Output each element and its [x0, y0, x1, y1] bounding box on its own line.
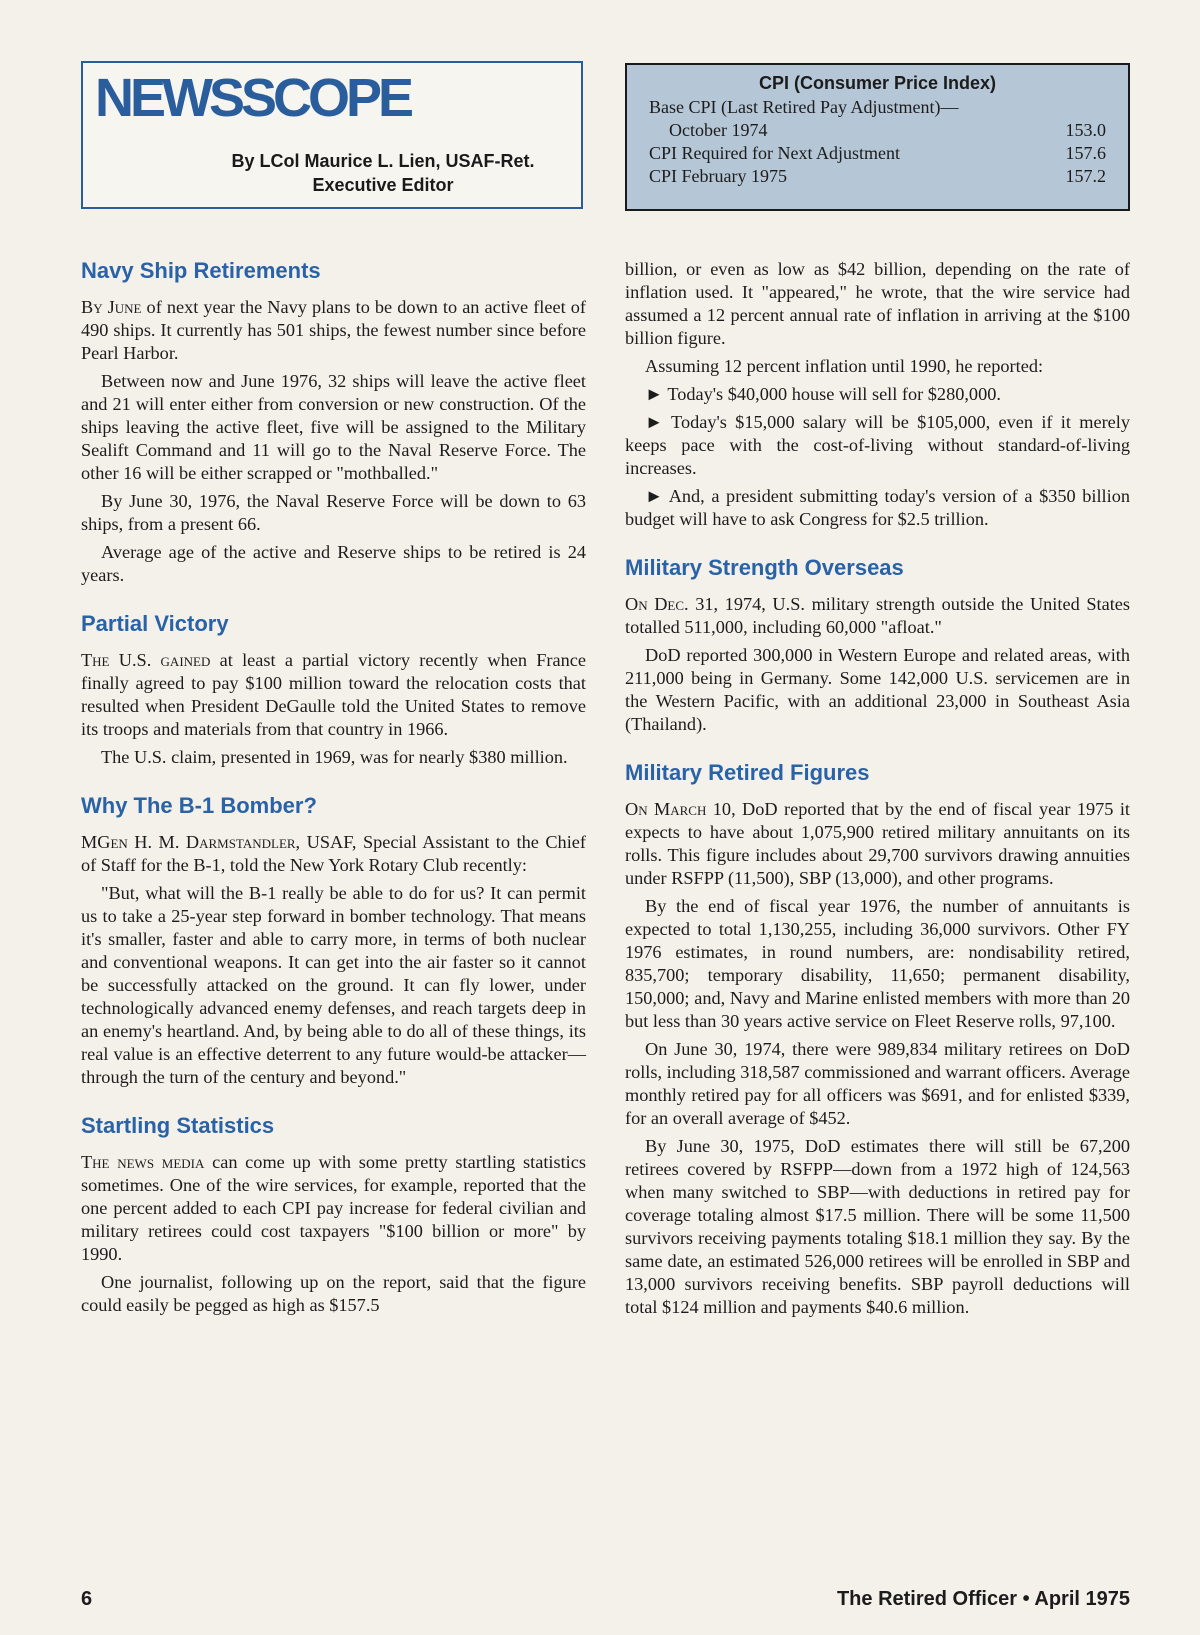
navy-p4: Average age of the active and Reserve ships to be retired is 24 years.: [81, 542, 586, 585]
cpi-required-value: 157.6: [1065, 143, 1106, 163]
navy-p2: Between now and June 1976, 32 ships will leave the active fleet and 21 will enter either from conversion or new construction. Of the ships leaving the active fleet, five will be assigned to the Military Sealift Command and 11 will go to the Naval Reserve Force. The other 16 will be either scrapped or "mothballed.": [81, 371, 586, 483]
left-column: [81, 258, 586, 1341]
cpi-base-label: Base CPI (Last Retired Pay Adjustment)—: [649, 97, 959, 117]
partial-p2: The U.S. claim, presented in 1969, was for nearly $380 million.: [101, 747, 568, 767]
startling-p3: billion, or even as low as $42 billion, depending on the rate of inflation used. It "appeared," he wrote, that the wire service had assumed a 12 percent annual rate of inflation in arriving at the $100 billion figure.: [625, 259, 1130, 348]
section-navy: [81, 258, 586, 587]
cpi-title: CPI (Consumer Price Index): [758, 73, 997, 93]
right-column: [625, 258, 1130, 1343]
heading-b1: Why The B-1 Bomber?: [81, 793, 317, 818]
cpi-base-label-row: [649, 96, 1106, 119]
section-startling: [81, 1113, 586, 1317]
overseas-p2: DoD reported 300,000 in Western Europe and related areas, with 211,000 being in Germany. Some 142,000 U.S. servicemen are in the Western Pacific, with an additional 23,000 in Southeast Asia (Thailand).: [625, 645, 1130, 734]
partial-p1: The U.S. gained at least a partial victory recently when France finally agreed to pay $100 million toward the relocation costs that resulted when President DeGaulle told the United States to remove its troops and materials from that country in 1966.: [81, 650, 586, 739]
masthead: [81, 61, 583, 209]
retired-p1: On March 10, DoD reported that by the end of fiscal year 1975 it expects to have about 1,075,900 retired military annuitants on its rolls. This figure includes about 29,700 survivors drawing annuities under RSFPP (11,500), SBP (13,000), and other programs.: [625, 799, 1130, 888]
navy-p1: By June of next year the Navy plans to be down to an active fleet of 490 ships. It currently has 501 ships, the fewest number since before Pearl Harbor.: [81, 297, 586, 363]
cpi-required-label: CPI Required for Next Adjustment: [649, 143, 900, 163]
startling-p1: The news media can come up with some pretty startling statistics sometimes. One of the wire services, for example, reported that the one percent added to each CPI pay increase for federal civilian and military retirees could cost taxpayers "$100 billion or more" by 1990.: [81, 1152, 586, 1264]
b1-p1: MGen H. M. Darmstandler, USAF, Special Assistant to the Chief of Staff for the B-1, told the New York Rotary Club recently:: [81, 832, 586, 875]
heading-navy: Navy Ship Retirements: [81, 258, 321, 283]
cpi-base-value: 153.0: [1065, 120, 1106, 140]
navy-p3: By June 30, 1976, the Naval Reserve Force will be down to 63 ships, from a present 66.: [81, 491, 586, 534]
heading-startling: Startling Statistics: [81, 1113, 275, 1138]
overseas-p1: On Dec. 31, 1974, U.S. military strength outside the United States totalled 511,000, including 60,000 "afloat.": [625, 594, 1130, 637]
cpi-feb-row: [649, 165, 1106, 188]
heading-overseas: Military Strength Overseas: [625, 555, 904, 580]
startling-bullet-2: ► Today's $15,000 salary will be $105,000, even if it merely keeps pace with the cost-of-living without standard-of-living increases.: [625, 412, 1130, 478]
startling-p2: One journalist, following up on the report, said that the figure could easily be pegged as high as $157.5: [81, 1272, 586, 1315]
heading-partial: Partial Victory: [81, 611, 229, 636]
publication-footer: The Retired Officer • April 1975: [836, 1588, 1130, 1610]
startling-p4: Assuming 12 percent inflation until 1990, he reported:: [645, 356, 1044, 376]
section-startling-cont: [625, 258, 1130, 531]
cpi-required-row: [649, 142, 1106, 165]
retired-p4: By June 30, 1975, DoD estimates there will still be 67,200 retirees covered by RSFPP—down from a 1972 high of 124,563 when many switched to SBP—with deductions in retired pay for coverage totaling almost $17.5 million. There will be some 11,500 survivors receiving payments totaling $18.1 million they say. By the same date, an estimated 526,000 retirees will be enrolled in SBP and 13,000 survivors receiving benefits. SBP payroll deductions will total $124 million and payments $40.6 million.: [625, 1136, 1130, 1317]
byline-author: By LCol Maurice L. Lien, USAF-Ret.: [231, 151, 535, 171]
section-b1: [81, 793, 586, 1089]
cpi-feb-label: CPI February 1975: [649, 166, 787, 186]
page-number: 6: [81, 1588, 93, 1610]
newsscope-logo: NEWSSCOPE: [95, 68, 411, 128]
cpi-box: [625, 63, 1130, 211]
startling-bullet-3: ► And, a president submitting today's version of a $350 billion budget will have to ask Congress for $2.5 trillion.: [625, 486, 1130, 529]
cpi-base-date: October 1974: [669, 120, 768, 140]
cpi-base-row: [649, 119, 1106, 142]
b1-p2: "But, what will the B-1 really be able to do for us? It can permit us to take a 25-year step forward in bomber technology. That means it's smaller, faster and able to carry more, in terms of both nuclear and conventional weapons. It can get into the air faster so it cannot be successfully attacked on the ground. It can fly lower, under technologically advanced enemy defenses, and reach targets deep in an enemy's heartland. And, by being able to do all of these things, its real value is an effective deterrent to any future would-be attacker—through the turn of the century and beyond.": [81, 883, 586, 1087]
byline: [213, 149, 553, 197]
section-retired: [625, 760, 1130, 1319]
byline-title: Executive Editor: [312, 175, 454, 195]
heading-retired: Military Retired Figures: [625, 760, 870, 785]
section-partial: [81, 611, 586, 769]
retired-p3: On June 30, 1974, there were 989,834 military retirees on DoD rolls, including 318,587 commissioned and warrant officers. Average monthly retired pay for all officers was $691, and for enlisted $339, for an overall average of $452.: [625, 1039, 1130, 1128]
cpi-feb-value: 157.2: [1065, 166, 1106, 186]
startling-bullet-1: ► Today's $40,000 house will sell for $280,000.: [645, 384, 1001, 404]
retired-p2: By the end of fiscal year 1976, the number of annuitants is expected to total 1,130,255, including 36,000 survivors. Other FY 1976 estimates, in round numbers, are: nondisability retired, 835,700; temporary disability, 11,650; permanent disability, 150,000; and, Navy and Marine enlisted members with more than 20 but less than 30 years active service on Fleet Reserve rolls, 97,100.: [625, 896, 1130, 1031]
section-overseas: [625, 555, 1130, 736]
